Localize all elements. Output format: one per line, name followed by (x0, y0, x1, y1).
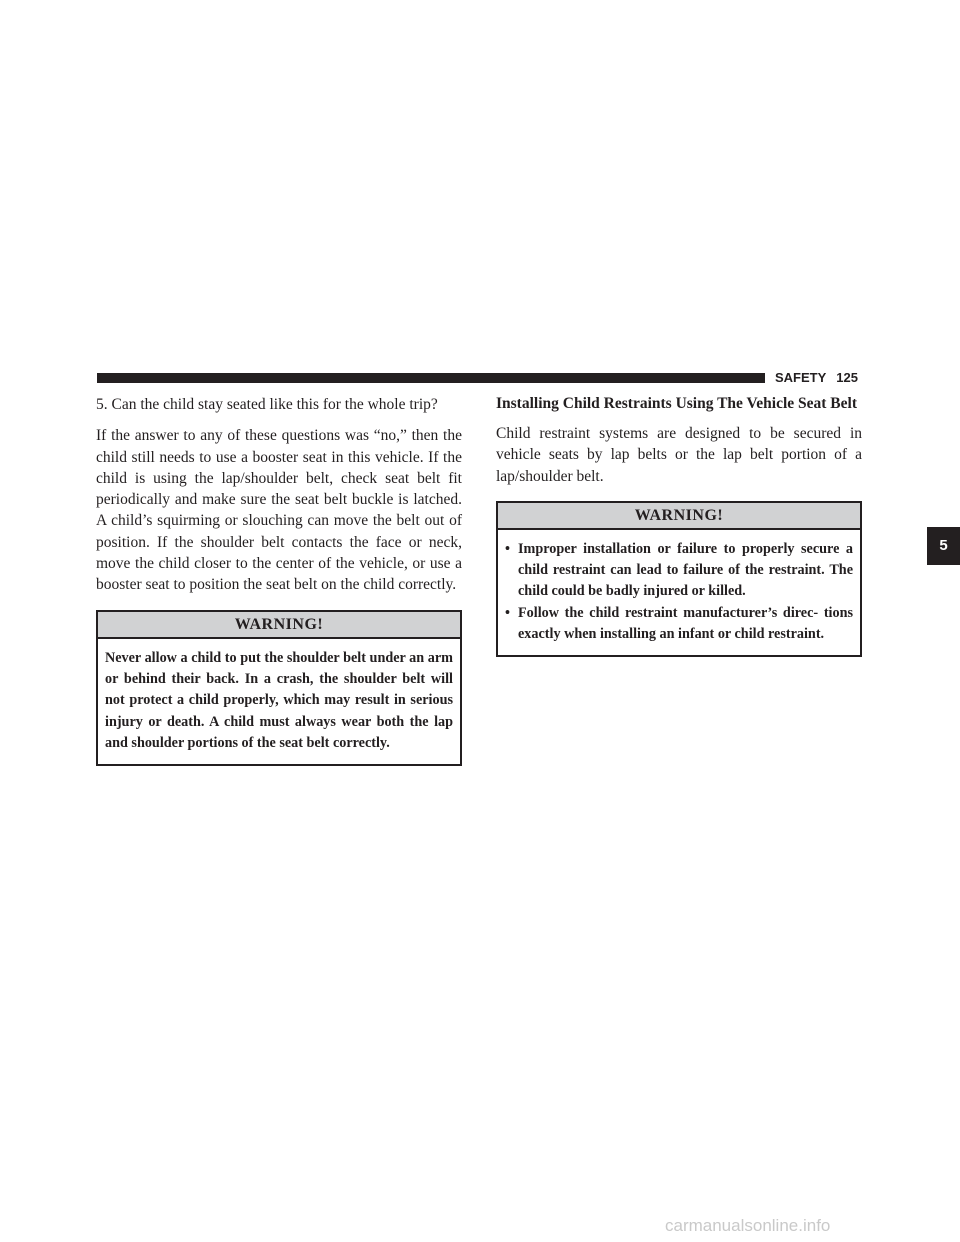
shoulder-belt-warning (96, 610, 462, 766)
warning-body (498, 530, 860, 655)
installation-warning (496, 501, 862, 657)
left-column (96, 394, 462, 766)
warning-title: WARNING! (498, 503, 860, 530)
section-heading: Installing Child Restraints Using The Vehicle Seat Belt (496, 395, 857, 412)
question-item-5: 5. Can the child stay seated like this for the whole trip? (96, 396, 438, 413)
child-restraint-paragraph: Child restraint systems are designed to be secured in vehicle seats by lap belts or the lap belt portion of a lap/shoulder belt. (496, 425, 862, 485)
warning-list-item (505, 603, 853, 646)
right-column (496, 394, 862, 657)
warning-body: Never allow a child to put the shoulder belt under an arm or behind their back. In a crash, the shoulder belt will not protect a child properly, which may result in serious injury or death. A child must always wear both the lap and shoulder portions of the seat belt correctly. (105, 649, 453, 751)
warning-list-item (505, 539, 853, 603)
section-title: SAFETY (775, 370, 827, 385)
bullet-icon: • (505, 604, 510, 621)
header-rule (97, 373, 765, 383)
page-header (775, 370, 858, 386)
warning-title: WARNING! (98, 612, 460, 639)
page-number: 125 (836, 370, 858, 385)
bullet-icon: • (505, 540, 510, 557)
warning-item-text: Follow the child restraint manufacturer’s direc- tions exactly when installing an infant or child restraint. (518, 604, 853, 643)
warning-item-text: Improper installation or failure to properly secure a child restraint can lead to failure of the restraint. The child could be badly injured or killed. (518, 540, 853, 600)
watermark: carmanualsonline.info (665, 1216, 831, 1235)
booster-seat-paragraph: If the answer to any of these questions was “no,” then the child still needs to use a booster seat in this vehicle. If the child is using the lap/shoulder belt, check seat belt fit periodically and make sure the seat belt buckle is latched. A child’s squirming or slouching can move the belt out of position. If the shoulder belt contacts the face or neck, move the child closer to the center of the vehicle, or use a booster seat to position the seat belt on the child correctly. (96, 427, 462, 594)
chapter-thumb-tab: 5 (927, 527, 960, 565)
warning-list (505, 539, 853, 645)
